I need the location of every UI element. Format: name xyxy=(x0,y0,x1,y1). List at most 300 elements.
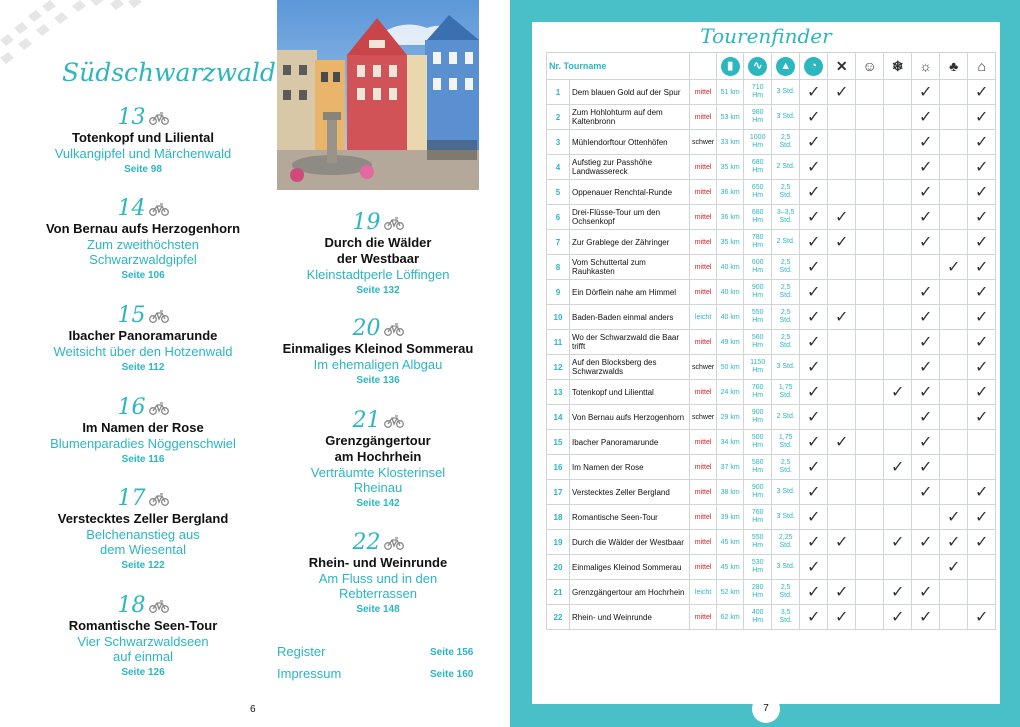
row-duration: 3,5 Std. xyxy=(772,605,800,630)
row-kids-check xyxy=(856,430,884,455)
row-duration-check: ✓ xyxy=(800,355,828,380)
tour-number: 21 xyxy=(353,408,404,433)
row-elevation: 780 Hm xyxy=(744,230,772,255)
row-kids-check xyxy=(856,605,884,630)
bicycle-icon xyxy=(149,492,169,506)
row-elevation: 550 Hm xyxy=(744,305,772,330)
row-duration-check: ✓ xyxy=(800,505,828,530)
tour-title: Einmaliges Kleinod Sommerau xyxy=(282,341,474,356)
tour-title: Ibacher Panoramarunde xyxy=(68,328,218,343)
table-row[interactable] xyxy=(547,230,996,255)
row-winter-check xyxy=(884,330,912,355)
row-number: 6 xyxy=(547,205,570,230)
row-duration-check: ✓ xyxy=(800,580,828,605)
table-row[interactable] xyxy=(547,105,996,130)
row-tour-name: Drei-Flüsse-Tour um den Ochsenkopf xyxy=(570,205,690,230)
row-duration-check: ✓ xyxy=(800,605,828,630)
bicycle-icon xyxy=(384,322,404,336)
row-number: 17 xyxy=(547,480,570,505)
table-row[interactable] xyxy=(547,305,996,330)
page-number-left: 6 xyxy=(250,704,256,715)
header-duration xyxy=(800,53,828,80)
tour-entry-17[interactable] xyxy=(24,486,262,573)
row-duration-check: ✓ xyxy=(800,105,828,130)
table-row[interactable] xyxy=(547,205,996,230)
row-elevation: 560 Hm xyxy=(744,330,772,355)
tour-page: Seite 112 xyxy=(121,362,165,373)
tour-title: Verstecktes Zeller Bergland xyxy=(57,511,229,526)
row-elevation: 680 Hm xyxy=(744,205,772,230)
row-distance: 49 km xyxy=(717,330,744,355)
row-distance: 29 km xyxy=(717,405,744,430)
row-number: 18 xyxy=(547,505,570,530)
row-nature-check xyxy=(940,580,968,605)
row-summer-check: ✓ xyxy=(912,455,940,480)
table-row[interactable] xyxy=(547,480,996,505)
row-distance: 35 km xyxy=(717,155,744,180)
row-tour-name: Verstecktes Zeller Bergland xyxy=(570,480,690,505)
row-duration-check: ✓ xyxy=(800,455,828,480)
row-elevation: 900 Hm xyxy=(744,405,772,430)
table-row[interactable] xyxy=(547,330,996,355)
row-train-check: ✓ xyxy=(968,155,996,180)
row-distance: 52 km xyxy=(717,580,744,605)
row-nature-check: ✓ xyxy=(940,505,968,530)
row-summer-check xyxy=(912,555,940,580)
tour-entry-21[interactable] xyxy=(278,408,478,511)
row-nature-check xyxy=(940,355,968,380)
row-tour-name: Ein Dörflein nahe am Himmel xyxy=(570,280,690,305)
difficulty-icon: ▮ xyxy=(721,57,740,76)
row-train-check xyxy=(968,455,996,480)
row-number: 21 xyxy=(547,580,570,605)
tour-page: Seite 116 xyxy=(121,454,165,465)
row-summer-check: ✓ xyxy=(912,305,940,330)
row-difficulty: leicht xyxy=(690,305,717,330)
table-row[interactable] xyxy=(547,355,996,380)
tour-subtitle: Vier Schwarzwaldseen auf einmal xyxy=(77,634,209,664)
row-elevation: 760 Hm xyxy=(744,505,772,530)
row-distance: 51 km xyxy=(717,80,744,105)
tour-entry-15[interactable] xyxy=(24,303,262,375)
train-icon: ⌂ xyxy=(977,57,986,74)
table-row[interactable] xyxy=(547,255,996,280)
tour-page: Seite 106 xyxy=(121,270,165,281)
row-summer-check: ✓ xyxy=(912,330,940,355)
bicycle-icon xyxy=(149,401,169,415)
row-tour-name: Grenzgängertour am Hochrhein xyxy=(570,580,690,605)
row-restaurant-check xyxy=(828,130,856,155)
row-duration-check: ✓ xyxy=(800,180,828,205)
row-kids-check xyxy=(856,380,884,405)
row-elevation: 980 Hm xyxy=(744,105,772,130)
table-row[interactable] xyxy=(547,380,996,405)
bicycle-icon xyxy=(149,202,169,216)
row-number: 15 xyxy=(547,430,570,455)
row-restaurant-check: ✓ xyxy=(828,205,856,230)
tour-number: 14 xyxy=(118,196,169,221)
row-summer-check: ✓ xyxy=(912,180,940,205)
row-distance: 37 km xyxy=(717,455,744,480)
row-train-check: ✓ xyxy=(968,380,996,405)
table-row[interactable] xyxy=(547,430,996,455)
row-winter-check xyxy=(884,430,912,455)
header-name: Tourname xyxy=(563,61,607,71)
table-row[interactable] xyxy=(547,180,996,205)
row-kids-check xyxy=(856,355,884,380)
row-distance: 36 km xyxy=(717,205,744,230)
tour-subtitle: Am Fluss und in den Rebterrassen xyxy=(318,571,438,601)
row-winter-check xyxy=(884,405,912,430)
row-elevation: 550 Hm xyxy=(744,530,772,555)
row-winter-check: ✓ xyxy=(884,455,912,480)
row-nature-check xyxy=(940,605,968,630)
row-train-check: ✓ xyxy=(968,505,996,530)
restaurant-icon: ✕ xyxy=(835,57,848,74)
table-row[interactable] xyxy=(547,505,996,530)
row-elevation: 1150 Hm xyxy=(744,355,772,380)
row-elevation: 580 Hm xyxy=(744,455,772,480)
tour-subtitle: Belchenanstieg aus dem Wiesental xyxy=(86,527,200,557)
row-difficulty: mittel xyxy=(690,255,717,280)
row-restaurant-check xyxy=(828,280,856,305)
row-duration: 1,75 Std. xyxy=(772,380,800,405)
row-restaurant-check xyxy=(828,380,856,405)
tour-number: 18 xyxy=(118,593,169,618)
row-restaurant-check: ✓ xyxy=(828,430,856,455)
row-number: 16 xyxy=(547,455,570,480)
row-kids-check xyxy=(856,405,884,430)
row-duration-check: ✓ xyxy=(800,230,828,255)
row-summer-check: ✓ xyxy=(912,155,940,180)
row-tour-name: Zum Hohlohturm auf dem Kaltenbronn xyxy=(570,105,690,130)
row-duration: 3 Std. xyxy=(772,505,800,530)
row-nature-check xyxy=(940,330,968,355)
row-duration: 3 Std. xyxy=(772,355,800,380)
row-summer-check xyxy=(912,505,940,530)
row-kids-check xyxy=(856,180,884,205)
tour-number: 13 xyxy=(118,105,169,130)
row-distance: 38 km xyxy=(717,480,744,505)
town-square-photo xyxy=(277,0,479,190)
row-duration-check: ✓ xyxy=(800,555,828,580)
row-summer-check: ✓ xyxy=(912,105,940,130)
row-kids-check xyxy=(856,330,884,355)
row-summer-check: ✓ xyxy=(912,430,940,455)
row-duration-check: ✓ xyxy=(800,305,828,330)
header-summer xyxy=(912,53,940,80)
header-kids xyxy=(856,53,884,80)
row-tour-name: Totenkopf und Lilienttal xyxy=(570,380,690,405)
row-distance: 45 km xyxy=(717,530,744,555)
row-duration: 1,75 Std. xyxy=(772,430,800,455)
bicycle-icon xyxy=(149,111,169,125)
row-elevation: 760 Hm xyxy=(744,380,772,405)
row-number: 5 xyxy=(547,180,570,205)
tour-title: Durch die Wälder der Westbaar xyxy=(324,235,432,266)
row-winter-check xyxy=(884,255,912,280)
bicycle-icon xyxy=(384,216,404,230)
row-winter-check: ✓ xyxy=(884,530,912,555)
table-header-row xyxy=(547,53,996,80)
row-duration: 2 Std. xyxy=(772,405,800,430)
row-difficulty: mittel xyxy=(690,80,717,105)
row-summer-check: ✓ xyxy=(912,380,940,405)
row-winter-check: ✓ xyxy=(884,380,912,405)
row-kids-check xyxy=(856,480,884,505)
tour-title: Rhein- und Weinrunde xyxy=(308,555,448,570)
row-summer-check: ✓ xyxy=(912,80,940,105)
row-kids-check xyxy=(856,105,884,130)
row-kids-check xyxy=(856,255,884,280)
row-kids-check xyxy=(856,305,884,330)
row-nature-check xyxy=(940,430,968,455)
row-distance: 33 km xyxy=(717,130,744,155)
bicycle-icon xyxy=(384,414,404,428)
row-duration-check: ✓ xyxy=(800,155,828,180)
row-difficulty: leicht xyxy=(690,580,717,605)
elevation-icon: ▲ xyxy=(776,57,795,76)
table-row[interactable] xyxy=(547,580,996,605)
row-summer-check: ✓ xyxy=(912,530,940,555)
row-summer-check: ✓ xyxy=(912,480,940,505)
row-duration-check: ✓ xyxy=(800,80,828,105)
row-train-check: ✓ xyxy=(968,205,996,230)
row-kids-check xyxy=(856,530,884,555)
row-difficulty: mittel xyxy=(690,555,717,580)
row-difficulty: mittel xyxy=(690,380,717,405)
table-body xyxy=(547,80,996,630)
row-distance: 34 km xyxy=(717,430,744,455)
row-elevation: 400 Hm xyxy=(744,605,772,630)
row-difficulty: mittel xyxy=(690,330,717,355)
bicycle-icon xyxy=(149,309,169,323)
row-summer-check: ✓ xyxy=(912,230,940,255)
row-number: 9 xyxy=(547,280,570,305)
tour-subtitle: Blumenparadies Nöggenschwiel xyxy=(50,436,236,451)
header-restaurant xyxy=(828,53,856,80)
table-row[interactable] xyxy=(547,130,996,155)
header-time xyxy=(772,53,800,80)
tour-subtitle: Zum zweithöchsten Schwarzwaldgipfel xyxy=(87,237,199,267)
row-train-check: ✓ xyxy=(968,280,996,305)
row-nature-check xyxy=(940,480,968,505)
row-elevation: 900 Hm xyxy=(744,280,772,305)
register-link[interactable]: Register xyxy=(277,644,326,659)
row-nature-check xyxy=(940,405,968,430)
table-row[interactable] xyxy=(547,280,996,305)
row-number: 8 xyxy=(547,255,570,280)
table-row[interactable] xyxy=(547,455,996,480)
tour-entry-14[interactable] xyxy=(24,196,262,283)
row-restaurant-check xyxy=(828,505,856,530)
tour-subtitle: Weitsicht über den Hotzenwald xyxy=(53,344,233,359)
row-kids-check xyxy=(856,455,884,480)
row-nature-check xyxy=(940,105,968,130)
row-duration-check: ✓ xyxy=(800,330,828,355)
tour-entry-18[interactable] xyxy=(24,593,262,680)
row-kids-check xyxy=(856,155,884,180)
row-summer-check xyxy=(912,255,940,280)
row-distance: 35 km xyxy=(717,230,744,255)
row-train-check: ✓ xyxy=(968,355,996,380)
row-winter-check xyxy=(884,280,912,305)
row-train-check: ✓ xyxy=(968,480,996,505)
row-number: 1 xyxy=(547,80,570,105)
row-duration: 2,5 Std. xyxy=(772,130,800,155)
row-difficulty: schwer xyxy=(690,405,717,430)
row-tour-name: Im Namen der Rose xyxy=(570,455,690,480)
row-duration-check: ✓ xyxy=(800,255,828,280)
row-summer-check: ✓ xyxy=(912,580,940,605)
row-duration: 2 Std. xyxy=(772,230,800,255)
header-difficulty xyxy=(690,53,717,80)
duration-icon: ◔ xyxy=(804,57,823,76)
tour-number: 20 xyxy=(353,316,404,341)
row-restaurant-check xyxy=(828,330,856,355)
row-number: 19 xyxy=(547,530,570,555)
table-row[interactable] xyxy=(547,155,996,180)
row-tour-name: Zur Grablege der Zähringer xyxy=(570,230,690,255)
row-train-check: ✓ xyxy=(968,180,996,205)
row-distance: 40 km xyxy=(717,255,744,280)
row-train-check xyxy=(968,580,996,605)
row-duration-check: ✓ xyxy=(800,380,828,405)
tour-entry-16[interactable] xyxy=(24,395,262,467)
row-summer-check: ✓ xyxy=(912,405,940,430)
row-restaurant-check: ✓ xyxy=(828,580,856,605)
row-duration-check: ✓ xyxy=(800,130,828,155)
row-duration: 3 Std. xyxy=(772,555,800,580)
tour-subtitle: Im ehemaligen Albgau xyxy=(313,357,443,372)
row-tour-name: Oppenauer Renchtal-Runde xyxy=(570,180,690,205)
row-restaurant-check xyxy=(828,180,856,205)
row-kids-check xyxy=(856,205,884,230)
row-difficulty: mittel xyxy=(690,280,717,305)
tour-entry-22[interactable] xyxy=(278,530,478,617)
row-summer-check: ✓ xyxy=(912,130,940,155)
tour-number: 19 xyxy=(353,210,404,235)
tour-page: Seite 148 xyxy=(356,604,400,615)
row-tour-name: Mühlendorftour Ottenhöfen xyxy=(570,130,690,155)
row-distance: 62 km xyxy=(717,605,744,630)
row-restaurant-check xyxy=(828,155,856,180)
row-tour-name: Auf den Blocksberg des Schwarzwalds xyxy=(570,355,690,380)
row-tour-name: Vom Schuttertal zum Rauhkasten xyxy=(570,255,690,280)
row-distance: 40 km xyxy=(717,305,744,330)
row-duration: 3 Std. xyxy=(772,105,800,130)
row-duration-check: ✓ xyxy=(800,430,828,455)
row-difficulty: mittel xyxy=(690,155,717,180)
table-row[interactable] xyxy=(547,405,996,430)
row-winter-check xyxy=(884,230,912,255)
bicycle-icon xyxy=(384,536,404,550)
row-winter-check xyxy=(884,155,912,180)
row-train-check: ✓ xyxy=(968,130,996,155)
row-duration: 2,25 Std. xyxy=(772,530,800,555)
impressum-link[interactable]: Impressum xyxy=(277,666,342,681)
table-row[interactable] xyxy=(547,530,996,555)
tour-entry-19[interactable] xyxy=(278,210,478,298)
row-train-check: ✓ xyxy=(968,605,996,630)
row-restaurant-check xyxy=(828,405,856,430)
page-number-right: 7 xyxy=(752,695,780,723)
tour-finder-table xyxy=(546,52,996,630)
row-elevation: 650 Hm xyxy=(744,180,772,205)
row-nature-check xyxy=(940,455,968,480)
row-restaurant-check: ✓ xyxy=(828,305,856,330)
row-winter-check xyxy=(884,80,912,105)
tour-subtitle: Verträumte Klosterinsel Rheinau xyxy=(310,465,446,495)
register-page: Seite 156 xyxy=(430,647,474,658)
tour-number: 22 xyxy=(353,530,404,555)
row-tour-name: Dem blauen Gold auf der Spur xyxy=(570,80,690,105)
row-duration-check: ✓ xyxy=(800,205,828,230)
row-difficulty: mittel xyxy=(690,505,717,530)
row-difficulty: mittel xyxy=(690,605,717,630)
tour-page: Seite 122 xyxy=(121,560,165,571)
row-tour-name: Von Bernau aufs Herzogenhorn xyxy=(570,405,690,430)
row-elevation: 600 Hm xyxy=(744,255,772,280)
row-train-check: ✓ xyxy=(968,405,996,430)
row-summer-check: ✓ xyxy=(912,280,940,305)
row-number: 13 xyxy=(547,380,570,405)
distance-icon: ∿ xyxy=(748,57,767,76)
row-duration: 3 Std. xyxy=(772,480,800,505)
row-duration: 2,5 Std. xyxy=(772,280,800,305)
row-nature-check xyxy=(940,280,968,305)
row-difficulty: mittel xyxy=(690,530,717,555)
header-distance xyxy=(717,53,744,80)
row-duration: 2,5 Std. xyxy=(772,180,800,205)
row-difficulty: schwer xyxy=(690,130,717,155)
row-restaurant-check xyxy=(828,555,856,580)
row-number: 4 xyxy=(547,155,570,180)
row-train-check: ✓ xyxy=(968,305,996,330)
finder-title: Tourenfinder xyxy=(700,24,832,48)
table-row[interactable] xyxy=(547,605,996,630)
tour-entry-13[interactable] xyxy=(24,105,262,177)
row-difficulty: schwer xyxy=(690,355,717,380)
row-number: 14 xyxy=(547,405,570,430)
row-train-check: ✓ xyxy=(968,105,996,130)
tour-subtitle: Kleinstadtperle Löffingen xyxy=(306,267,450,282)
tour-page: Seite 98 xyxy=(124,164,162,175)
kids-icon: ☺ xyxy=(862,57,877,74)
table-row[interactable] xyxy=(547,80,996,105)
row-elevation: 280 Hm xyxy=(744,580,772,605)
header-nr-name xyxy=(547,53,690,80)
row-nature-check: ✓ xyxy=(940,530,968,555)
row-distance: 40 km xyxy=(717,280,744,305)
table-row[interactable] xyxy=(547,555,996,580)
header-nr: Nr. xyxy=(549,61,562,71)
row-duration: 2,5 Std. xyxy=(772,305,800,330)
tour-entry-20[interactable] xyxy=(278,316,478,388)
row-distance: 36 km xyxy=(717,180,744,205)
row-restaurant-check: ✓ xyxy=(828,230,856,255)
row-difficulty: mittel xyxy=(690,230,717,255)
tour-page: Seite 132 xyxy=(356,285,400,296)
row-nature-check xyxy=(940,230,968,255)
row-restaurant-check xyxy=(828,355,856,380)
row-winter-check xyxy=(884,355,912,380)
header-winter xyxy=(884,53,912,80)
row-nature-check xyxy=(940,155,968,180)
row-winter-check xyxy=(884,130,912,155)
row-kids-check xyxy=(856,555,884,580)
tour-title: Im Namen der Rose xyxy=(82,420,204,435)
